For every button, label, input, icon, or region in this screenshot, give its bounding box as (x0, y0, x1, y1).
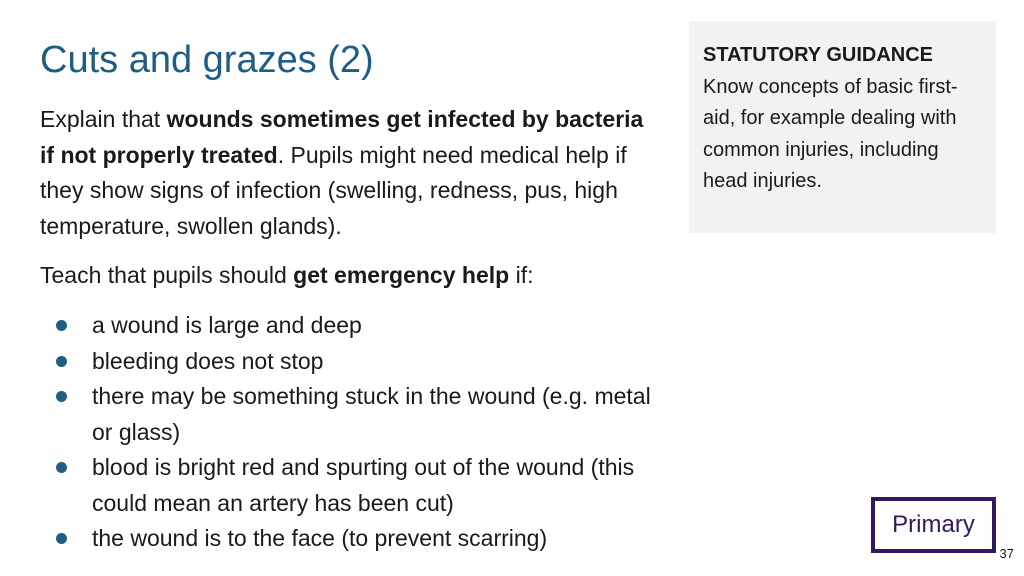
bullet-icon (56, 356, 67, 367)
infection-text-start: Explain that (40, 106, 167, 132)
statutory-guidance-box (689, 21, 996, 233)
infection-paragraph (40, 102, 660, 244)
emergency-text-end: if: (509, 262, 534, 288)
bullet-icon (56, 462, 67, 473)
bullet-icon (56, 533, 67, 544)
list-item (40, 521, 660, 557)
list-item-text: blood is bright red and spurting out of the wound (this could mean an artery has been cut) (92, 454, 635, 516)
guidance-body: Know concepts of basic first-aid, for example dealing with common injuries, including head injuries. (703, 75, 958, 192)
infection-emphasis: wounds sometimes get infected by bacteria if not properly treated (40, 106, 644, 168)
guidance-heading: STATUTORY GUIDANCE (703, 44, 934, 66)
list-item (40, 344, 660, 380)
list-item (40, 379, 660, 450)
emergency-criteria-list (40, 308, 660, 557)
list-item-text: a wound is large and deep (92, 312, 362, 338)
list-item-text: the wound is to the face (to prevent scarring) (92, 525, 548, 551)
page-number: 37 (999, 546, 1014, 561)
list-item (40, 450, 660, 521)
emergency-paragraph (40, 258, 660, 294)
list-item-text: bleeding does not stop (92, 347, 324, 374)
list-item-text: there may be something stuck in the wound (e.g. metal or glass) (92, 383, 651, 445)
bullet-icon (56, 320, 67, 331)
emergency-emphasis: get emergency help (293, 262, 510, 288)
emergency-text-start: Teach that pupils should (40, 262, 294, 288)
infection-text-end: . Pupils might need medical help if they show signs of infection (swelling, redness, pus, high temperature, swollen glands). (40, 141, 627, 239)
list-item (40, 308, 660, 344)
primary-badge: Primary (871, 497, 996, 553)
bullet-icon (56, 391, 67, 402)
page-title: Cuts and grazes (2) (40, 39, 374, 81)
